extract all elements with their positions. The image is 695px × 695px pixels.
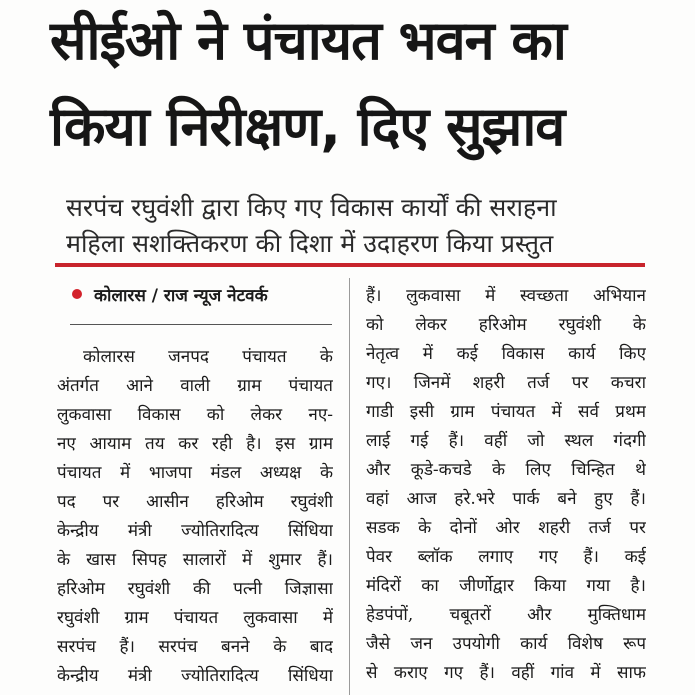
text-line: पंचायत में भाजपा मंडल अध्यक्ष के <box>57 463 333 483</box>
text-line: नए आयाम तय कर रही है। इस ग्राम <box>57 434 333 454</box>
subheadline-line-2: महिला सशक्तिकरण की दिशा में उदाहरण किया प्रस्तुत <box>66 229 554 258</box>
text-line: हेडपंपों, चबूतरों और मुक्तिधाम <box>366 605 646 625</box>
byline-rule <box>70 324 332 325</box>
text-line: गाडी इसी ग्राम पंचायत में सर्व प्रथम <box>366 402 646 422</box>
text-line: हरिओम रघुवंशी की पत्नी जिज्ञासा <box>57 579 333 599</box>
article-column-right <box>366 282 646 688</box>
column-divider <box>349 278 350 695</box>
bullet-dot-icon <box>72 289 82 299</box>
text-line: गए। जिनमें शहरी तर्ज पर कचरा <box>366 373 646 393</box>
headline-rule <box>55 263 645 267</box>
text-line: को लेकर हरिओम रघुवंशी के <box>366 315 646 335</box>
article-column-left <box>57 343 333 691</box>
text-line: पद पर आसीन हरिओम रघुवंशी <box>57 492 333 512</box>
text-line: रघुवंशी ग्राम पंचायत लुकवासा में <box>57 608 333 628</box>
text-line: पेवर ब्लॉक लगाए गए हैं। कई <box>366 547 646 567</box>
text-line: केन्द्रीय मंत्री ज्योतिरादित्य सिंधिया <box>57 666 333 686</box>
text-line: लाई गई हैं। वहीं जो स्थल गंदगी <box>366 431 646 451</box>
text-line: सडक के दोनों ओर शहरी तर्ज पर <box>366 518 646 538</box>
text-line: जैसे जन उपयोगी कार्य विशेष रूप <box>366 634 646 654</box>
headline-line-2: किया निरीक्षण, दिए सुझाव <box>50 95 565 158</box>
text-line: नेतृत्व में कई विकास कार्य किए <box>366 344 646 364</box>
text-line: से कराए गए हैं। वहीं गांव में साफ <box>366 663 646 683</box>
text-line: कोलारस जनपद पंचायत के <box>83 347 333 367</box>
byline <box>72 283 268 306</box>
text-line: सरपंच हैं। सरपंच बनने के बाद <box>57 637 333 657</box>
headline-line-1: सीईओ ने पंचायत भवन का <box>50 9 566 72</box>
byline-text: कोलारस / राज न्यूज नेटवर्क <box>94 286 268 306</box>
text-line: मंदिरों का जीर्णोद्वार किया गया है। <box>366 576 646 596</box>
subheadline-line-1: सरपंच रघुवंशी द्वारा किए गए विकास कार्यों की सराहना <box>66 193 557 222</box>
text-line: के खास सिपह सालारों में शुमार हैं। <box>57 550 333 570</box>
text-line: लुकवासा विकास को लेकर नए- <box>57 405 333 425</box>
text-line: और कूडे-कचडे के लिए चिन्हित थे <box>366 460 646 480</box>
text-line: वहां आज हरे.भरे पार्क बने हुए हैं। <box>366 489 646 509</box>
text-line: अंतर्गत आने वाली ग्राम पंचायत <box>57 376 333 396</box>
text-line: हैं। लुकवासा में स्वच्छता अभियान <box>366 286 646 306</box>
text-line: केन्द्रीय मंत्री ज्योतिरादित्य सिंधिया <box>57 521 333 541</box>
